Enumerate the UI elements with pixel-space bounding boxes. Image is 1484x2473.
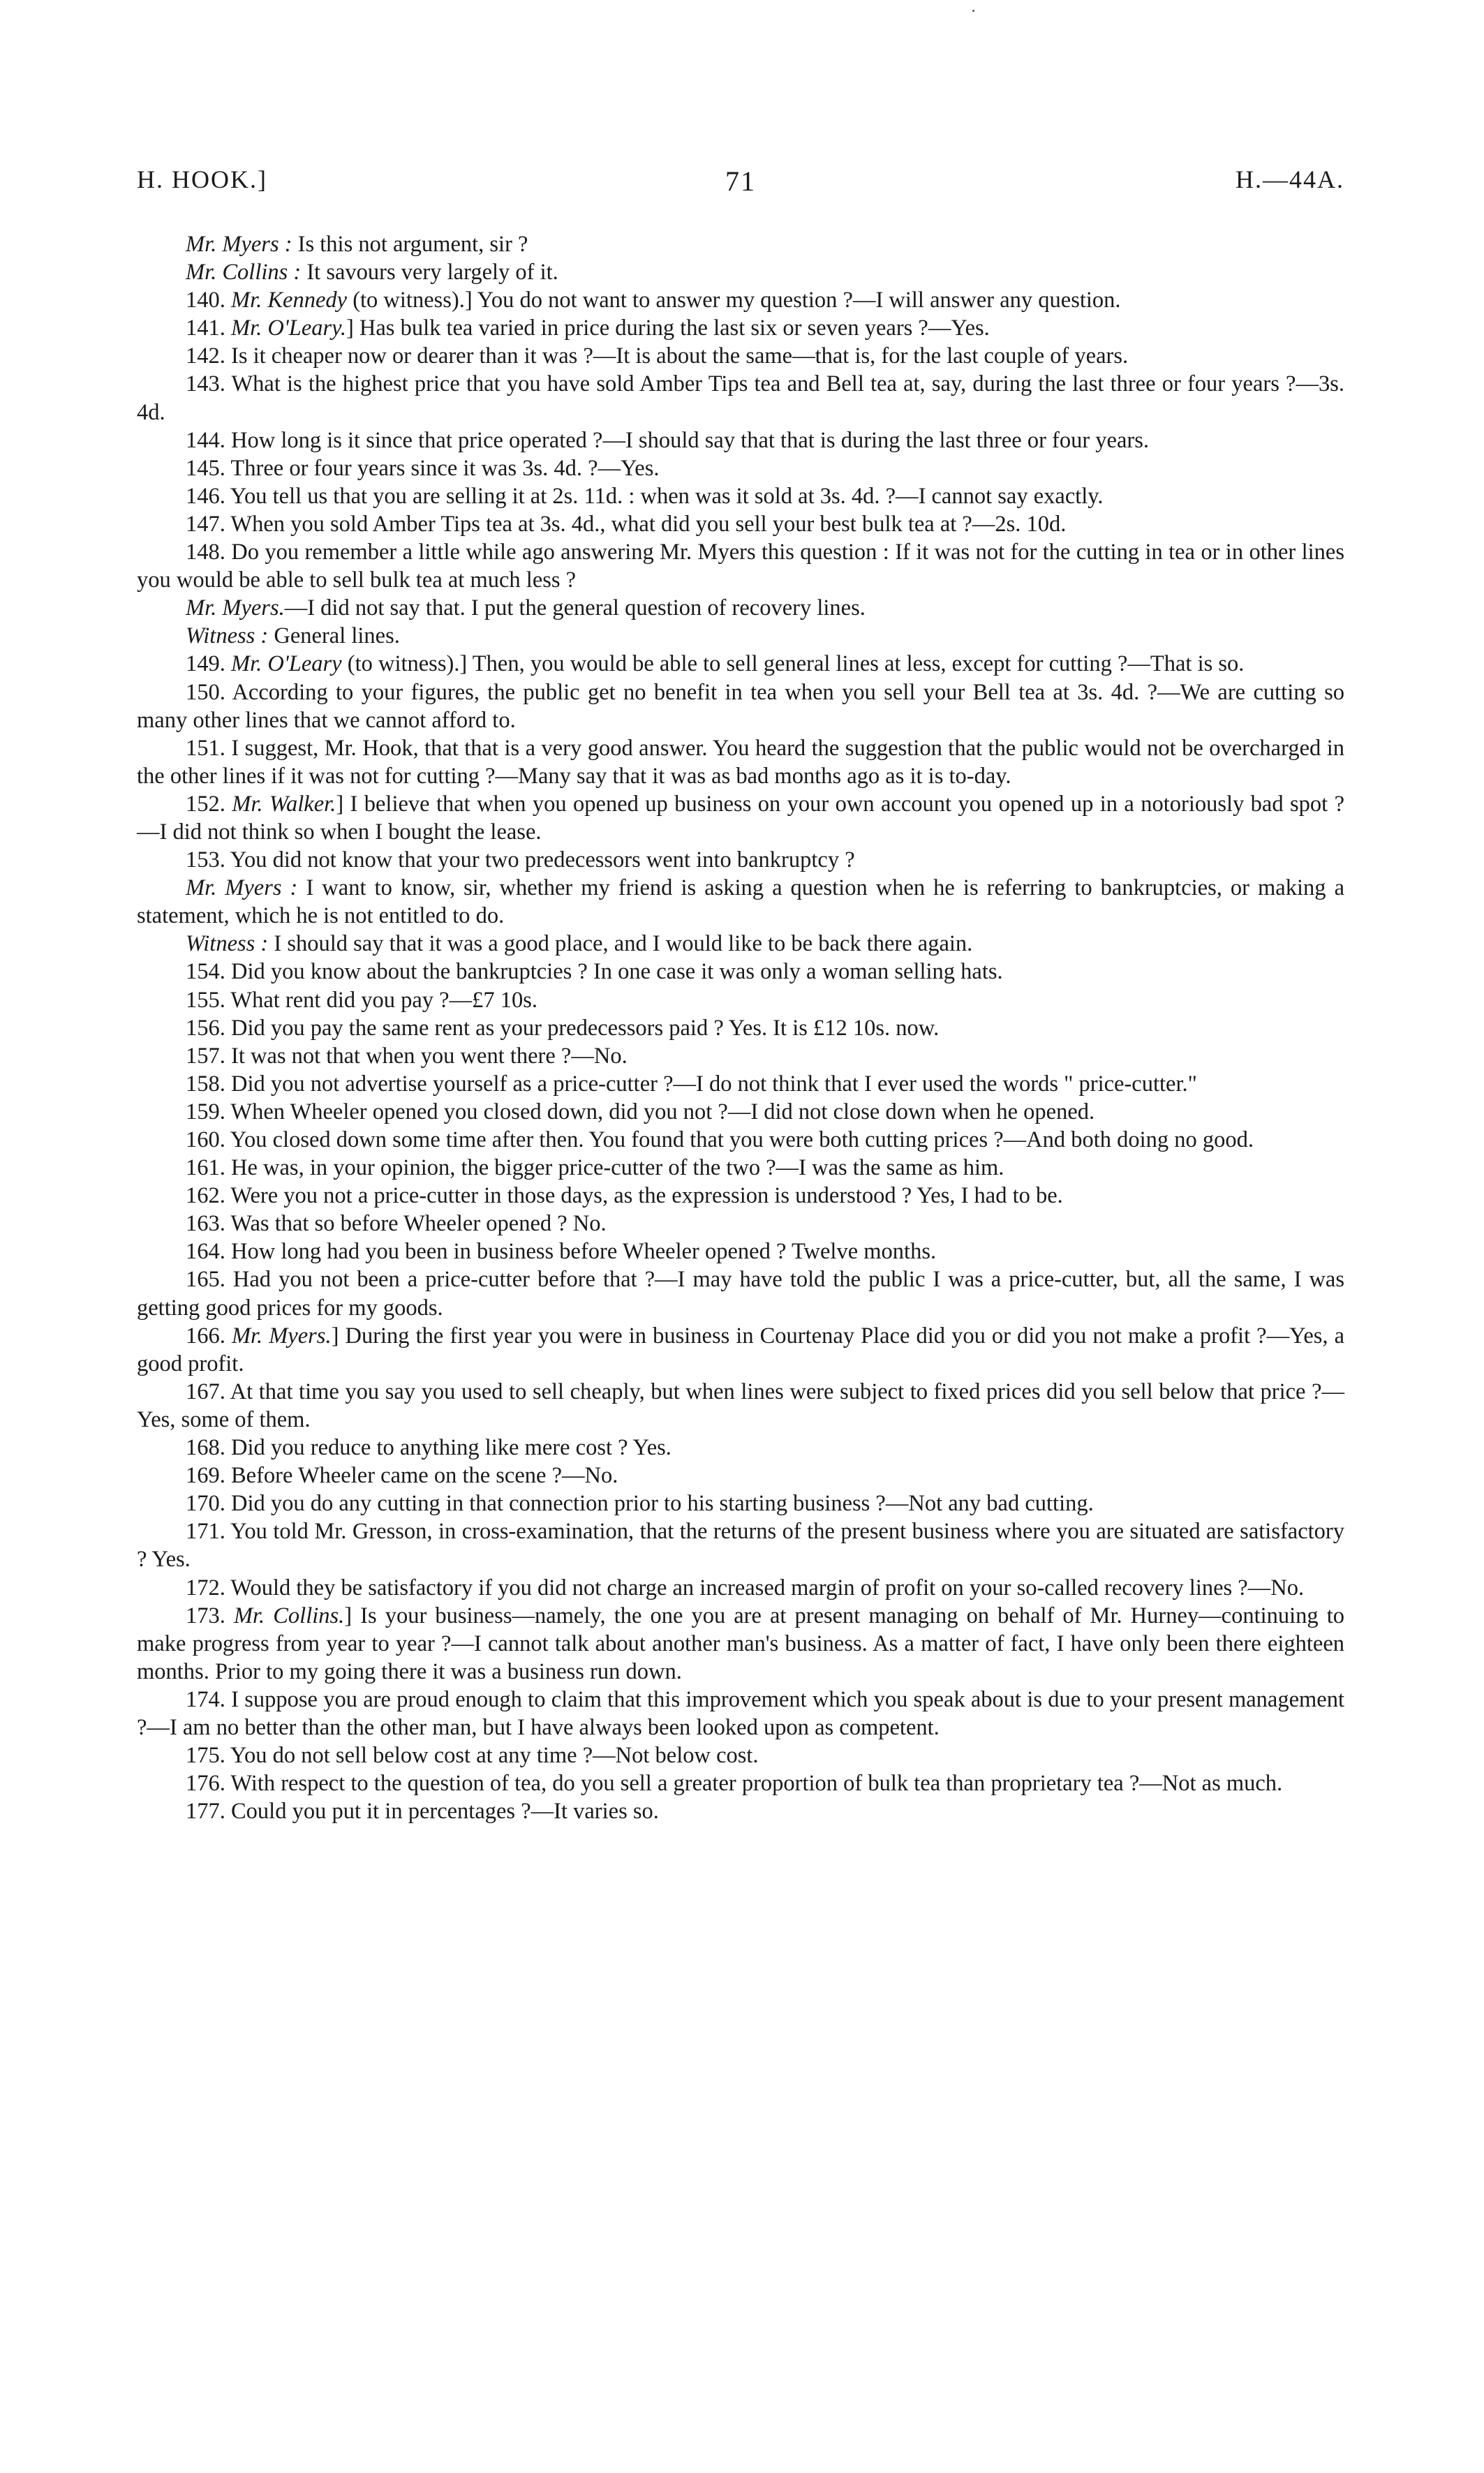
transcript-paragraph	[137, 510, 1344, 538]
question-text: Three or four years since it was 3s. 4d. ?—	[230, 455, 621, 481]
question-number: 168.	[186, 1435, 231, 1461]
question-text: Did you pay the same rent as your predecessors paid ?	[231, 1015, 729, 1041]
transcript-paragraph	[137, 482, 1344, 510]
question-number: 146.	[186, 483, 230, 509]
transcript-paragraph	[137, 1769, 1344, 1797]
transcript-paragraph	[137, 1182, 1344, 1210]
question-number: 158.	[186, 1071, 231, 1097]
question-number: 166.	[186, 1323, 232, 1349]
paper-reference: H.—44A.	[1236, 165, 1344, 193]
question-number: 142.	[186, 343, 231, 369]
question-number: 152.	[186, 791, 232, 817]
answer-text: I cannot talk about another man's business. As a matter of fact, I have only been there eighteen months. Prior to my going there it was a business run down.	[137, 1631, 1344, 1684]
transcript-paragraph	[137, 650, 1344, 678]
question-number: 148.	[186, 540, 232, 565]
answer-text: Yes, a good profit.	[137, 1323, 1345, 1376]
answer-text: Yes, some of them.	[137, 1406, 311, 1432]
question-text: You did not know that your two predecessors went into bankruptcy ?	[230, 847, 855, 873]
speaker-name: Mr. Kennedy	[231, 288, 348, 313]
question-text: I should say that it was a good place, and I would like to be back there again.	[268, 931, 973, 957]
transcript-paragraph	[137, 538, 1344, 594]
answer-text: That is so.	[1150, 651, 1245, 677]
speaker-name: Witness :	[186, 623, 269, 649]
question-text: Had you not been a price-cutter before that ?—	[232, 1267, 678, 1293]
transcript-paragraph	[137, 594, 1344, 622]
header-witness-name: H. HOOK.]	[137, 165, 267, 193]
question-number: 153.	[186, 847, 230, 873]
question-number: 162.	[186, 1183, 231, 1209]
question-text: Did you know about the bankruptcies ?	[231, 959, 593, 985]
transcript-paragraph	[137, 1070, 1344, 1098]
transcript-paragraph	[137, 1797, 1344, 1825]
answer-text: Yes, I had to be.	[917, 1183, 1063, 1209]
transcript-paragraph	[137, 1434, 1344, 1462]
transcript-paragraph	[137, 986, 1344, 1014]
question-text: ] Is your business—namely, the one you are at present managing on behalf of Mr. Hurney—continuing to make progress from year to year ?—	[137, 1603, 1344, 1656]
transcript-paragraph	[137, 1042, 1344, 1070]
question-text: I want to know, sir, whether my friend is asking a question when he is referring to bankruptcies, or making a statement, which he is not entitled to do.	[137, 875, 1344, 929]
question-text: You told Mr. Gresson, in cross-examination, that the returns of the present business where you are situated are satisfactory ?	[137, 1519, 1344, 1573]
transcript-paragraph	[137, 874, 1344, 930]
transcript-paragraph	[137, 790, 1344, 846]
question-text: Did you reduce to anything like mere cost ?	[231, 1435, 633, 1461]
question-text: (to witness).] You do not want to answer my question ?—	[347, 288, 876, 313]
answer-text: £7 10s.	[472, 987, 537, 1013]
transcript-paragraph	[137, 958, 1344, 986]
question-number: 155.	[186, 987, 231, 1013]
answer-text: Yes.	[632, 1435, 671, 1461]
question-number: 176.	[186, 1771, 231, 1797]
question-text: You tell us that you are selling it at 2s. 11d. : when was it sold at 3s. 4d. ?—	[230, 483, 919, 509]
question-number: 175.	[186, 1743, 230, 1769]
speaker-name: Mr. Myers.	[231, 1323, 332, 1349]
question-text: Would they be satisfactory if you did not charge an increased margin of profit on your so-called recovery lines ?—	[230, 1575, 1271, 1601]
question-number: 151.	[186, 735, 232, 761]
question-text: Did you not advertise yourself as a price-cutter ?—	[231, 1071, 697, 1097]
transcript-paragraph	[137, 454, 1344, 482]
transcript-paragraph	[137, 734, 1344, 790]
answer-text: 2s. 10d.	[995, 511, 1067, 537]
question-number: 172.	[186, 1575, 231, 1601]
question-number: 145.	[186, 455, 231, 481]
transcript-paragraph	[137, 1742, 1344, 1769]
answer-text: I cannot say exactly.	[918, 483, 1104, 509]
question-text: ] During the first year you were in business in Courtenay Place did you or did you not make a profit ?—	[331, 1323, 1290, 1349]
answer-text: Twelve months.	[791, 1239, 937, 1265]
question-text: ] Has bulk tea varied in price during the last six or seven years ?—	[346, 315, 951, 341]
transcript-body	[137, 230, 1344, 1825]
speaker-name: Mr. Walker.	[232, 791, 336, 817]
answer-text: Yes.	[951, 315, 990, 341]
transcript-paragraph	[137, 258, 1344, 286]
question-number: 141.	[186, 315, 231, 341]
question-text: ] I believe that when you opened up business on your own account you opened up in a notoriously bad spot ?—	[137, 791, 1344, 845]
answer-text: Yes. It is £12 10s. now.	[728, 1015, 940, 1041]
question-text: With respect to the question of tea, do you sell a greater proportion of bulk tea than proprietary tea ?—	[230, 1771, 1162, 1797]
speaker-name: Mr. O'Leary	[231, 651, 342, 677]
question-text: I suggest, Mr. Hook, that that is a very good answer. You heard the suggestion that the public would not be overcharged in the other lines if it was not for cutting ?—	[137, 735, 1344, 789]
question-number: 163.	[186, 1211, 231, 1237]
transcript-paragraph	[137, 1098, 1344, 1126]
question-text: Could you put it in percentages ?—	[231, 1799, 554, 1825]
scan-speck	[972, 10, 974, 12]
question-text: Were you not a price-cutter in those days, as the expression is understood ?	[230, 1183, 917, 1209]
question-number: 159.	[186, 1099, 231, 1124]
question-text: (to witness).] Then, you would be able to sell general lines at less, except for cutting ?—	[341, 651, 1150, 677]
question-text: Was that so before Wheeler opened ?	[230, 1211, 573, 1237]
speaker-name: Mr. Collins.	[233, 1603, 345, 1628]
transcript-paragraph	[137, 1462, 1344, 1490]
question-text: Is this not argument, sir ?	[292, 232, 528, 257]
question-number: 154.	[186, 959, 231, 985]
answer-text: No.	[572, 1211, 607, 1237]
answer-text: Not as much.	[1162, 1771, 1283, 1797]
answer-text: It varies so.	[554, 1799, 659, 1825]
speaker-name: Witness :	[186, 931, 269, 957]
transcript-paragraph	[137, 846, 1344, 874]
question-number: 169.	[186, 1463, 231, 1489]
question-text: When Wheeler opened you closed down, did you not ?—	[230, 1099, 751, 1124]
question-number: 165.	[186, 1267, 233, 1293]
question-number: 143.	[186, 371, 232, 397]
speaker-name: Mr. Myers :	[186, 232, 292, 257]
question-number: 150.	[186, 679, 232, 705]
question-number: 144.	[186, 427, 231, 453]
question-text: General lines.	[268, 623, 400, 649]
answer-text: 3s. 4d.	[137, 371, 1344, 425]
question-number: 149.	[186, 651, 231, 677]
answer-text: It is about the same—that is, for the last couple of years.	[616, 343, 1129, 369]
answer-text: In one case it was only a woman selling hats.	[593, 959, 1003, 985]
question-number: 161.	[186, 1155, 231, 1181]
question-text: What is the highest price that you have sold Amber Tips tea and Bell tea at, say, during the last three or four years ?—	[231, 371, 1319, 397]
transcript-paragraph	[137, 930, 1344, 958]
question-text: Did you do any cutting in that connection prior to his starting business ?—	[231, 1491, 909, 1517]
answer-text: No.	[584, 1463, 618, 1489]
transcript-paragraph	[137, 1238, 1344, 1265]
answer-text: I should say that that is during the last three or four years.	[625, 427, 1150, 453]
question-text: It savours very largely of it.	[301, 260, 558, 285]
answer-text: I did not close down when he opened.	[750, 1099, 1095, 1124]
question-number: 140.	[186, 288, 231, 313]
question-text: I suppose you are proud enough to claim that this improvement which you speak about is due to your present management ?—	[137, 1686, 1344, 1740]
answer-text: I may have told the public I was a price-cutter, but, all the same, I was getting good prices for my goods.	[137, 1267, 1345, 1321]
transcript-paragraph	[137, 1574, 1344, 1602]
question-number: 173.	[186, 1603, 234, 1628]
question-text: According to your figures, the public get no benefit in tea when you sell your Bell tea at 3s. 4d. ?—	[232, 679, 1180, 705]
page-header	[137, 165, 1344, 207]
question-text: —I did not say that. I put the general question of recovery lines.	[284, 595, 866, 621]
speaker-name: Mr. Collins :	[186, 260, 302, 285]
question-number: 174.	[186, 1686, 232, 1712]
transcript-paragraph	[137, 1126, 1344, 1154]
transcript-paragraph	[137, 1014, 1344, 1042]
question-number: 160.	[186, 1127, 230, 1152]
answer-text: I will answer any question.	[875, 288, 1121, 313]
question-text: What rent did you pay ?—	[230, 987, 473, 1013]
question-text: At that time you say you used to sell cheaply, but when lines were subject to fixed prices did you sell below that price ?—	[230, 1379, 1344, 1404]
answer-text: I did not think so when I bought the lease.	[159, 819, 542, 845]
question-text: Before Wheeler came on the scene ?—	[231, 1463, 585, 1489]
speaker-name: Mr. Myers.	[186, 595, 285, 621]
page-number: 71	[725, 165, 756, 197]
question-number: 157.	[186, 1043, 231, 1069]
answer-text: No.	[1270, 1575, 1305, 1601]
transcript-paragraph	[137, 1490, 1344, 1517]
answer-text: No.	[593, 1043, 628, 1069]
transcript-paragraph	[137, 1602, 1344, 1686]
answer-text: Not below cost.	[615, 1743, 759, 1769]
question-number: 177.	[186, 1799, 231, 1825]
answer-text: Not any bad cutting.	[908, 1491, 1094, 1517]
answer-text: I am no better than the other man, but I have always been looked upon as competent.	[169, 1714, 940, 1740]
answer-text: I do not think that I ever used the words " price-cutter."	[696, 1071, 1197, 1097]
transcript-paragraph	[137, 1517, 1344, 1573]
answer-text: We are cutting so many other lines that we cannot afford to.	[137, 679, 1344, 733]
transcript-paragraph	[137, 678, 1344, 734]
answer-text: Many say that it was as bad months ago as it is to-day.	[518, 763, 1011, 789]
transcript-paragraph	[137, 286, 1344, 314]
transcript-paragraph	[137, 370, 1344, 426]
answer-text: Yes.	[151, 1547, 191, 1573]
question-number: 156.	[186, 1015, 231, 1041]
question-text: Do you remember a little while ago answering Mr. Myers this question : If it was not for the cutting in tea or in other lines you would be able to sell bulk tea at much less ?	[137, 540, 1344, 593]
question-text: When you sold Amber Tips tea at 3s. 4d., what did you sell your best bulk tea at ?—	[230, 511, 995, 537]
transcript-paragraph	[137, 1686, 1344, 1742]
question-number: 170.	[186, 1491, 231, 1517]
question-text: He was, in your opinion, the bigger price-cutter of the two ?—	[231, 1155, 799, 1181]
question-number: 164.	[186, 1239, 231, 1265]
question-text: Is it cheaper now or dearer than it was ?—	[231, 343, 616, 369]
question-number: 171.	[186, 1519, 231, 1545]
transcript-paragraph	[137, 230, 1344, 258]
speaker-name: Mr. O'Leary.	[231, 315, 346, 341]
transcript-paragraph	[137, 1154, 1344, 1182]
transcript-paragraph	[137, 314, 1344, 342]
question-text: How long had you been in business before Wheeler opened ?	[231, 1239, 792, 1265]
transcript-paragraph	[137, 622, 1344, 650]
transcript-paragraph	[137, 1378, 1344, 1434]
answer-text: Yes.	[621, 455, 660, 481]
question-text: You do not sell below cost at any time ?—	[230, 1743, 616, 1769]
transcript-paragraph	[137, 342, 1344, 370]
transcript-paragraph	[137, 1322, 1344, 1378]
question-text: How long is it since that price operated ?—	[231, 427, 625, 453]
question-text: It was not that when you went there ?—	[231, 1043, 594, 1069]
transcript-paragraph	[137, 426, 1344, 454]
question-text: You closed down some time after then. You found that you were both cutting prices ?—	[230, 1127, 1027, 1152]
question-number: 167.	[186, 1379, 230, 1404]
question-number: 147.	[186, 511, 231, 537]
speaker-name: Mr. Myers :	[186, 875, 298, 901]
answer-text: And both doing no good.	[1026, 1127, 1254, 1152]
answer-text: I was the same as him.	[799, 1155, 1004, 1181]
transcript-paragraph	[137, 1265, 1344, 1321]
transcript-paragraph	[137, 1210, 1344, 1238]
